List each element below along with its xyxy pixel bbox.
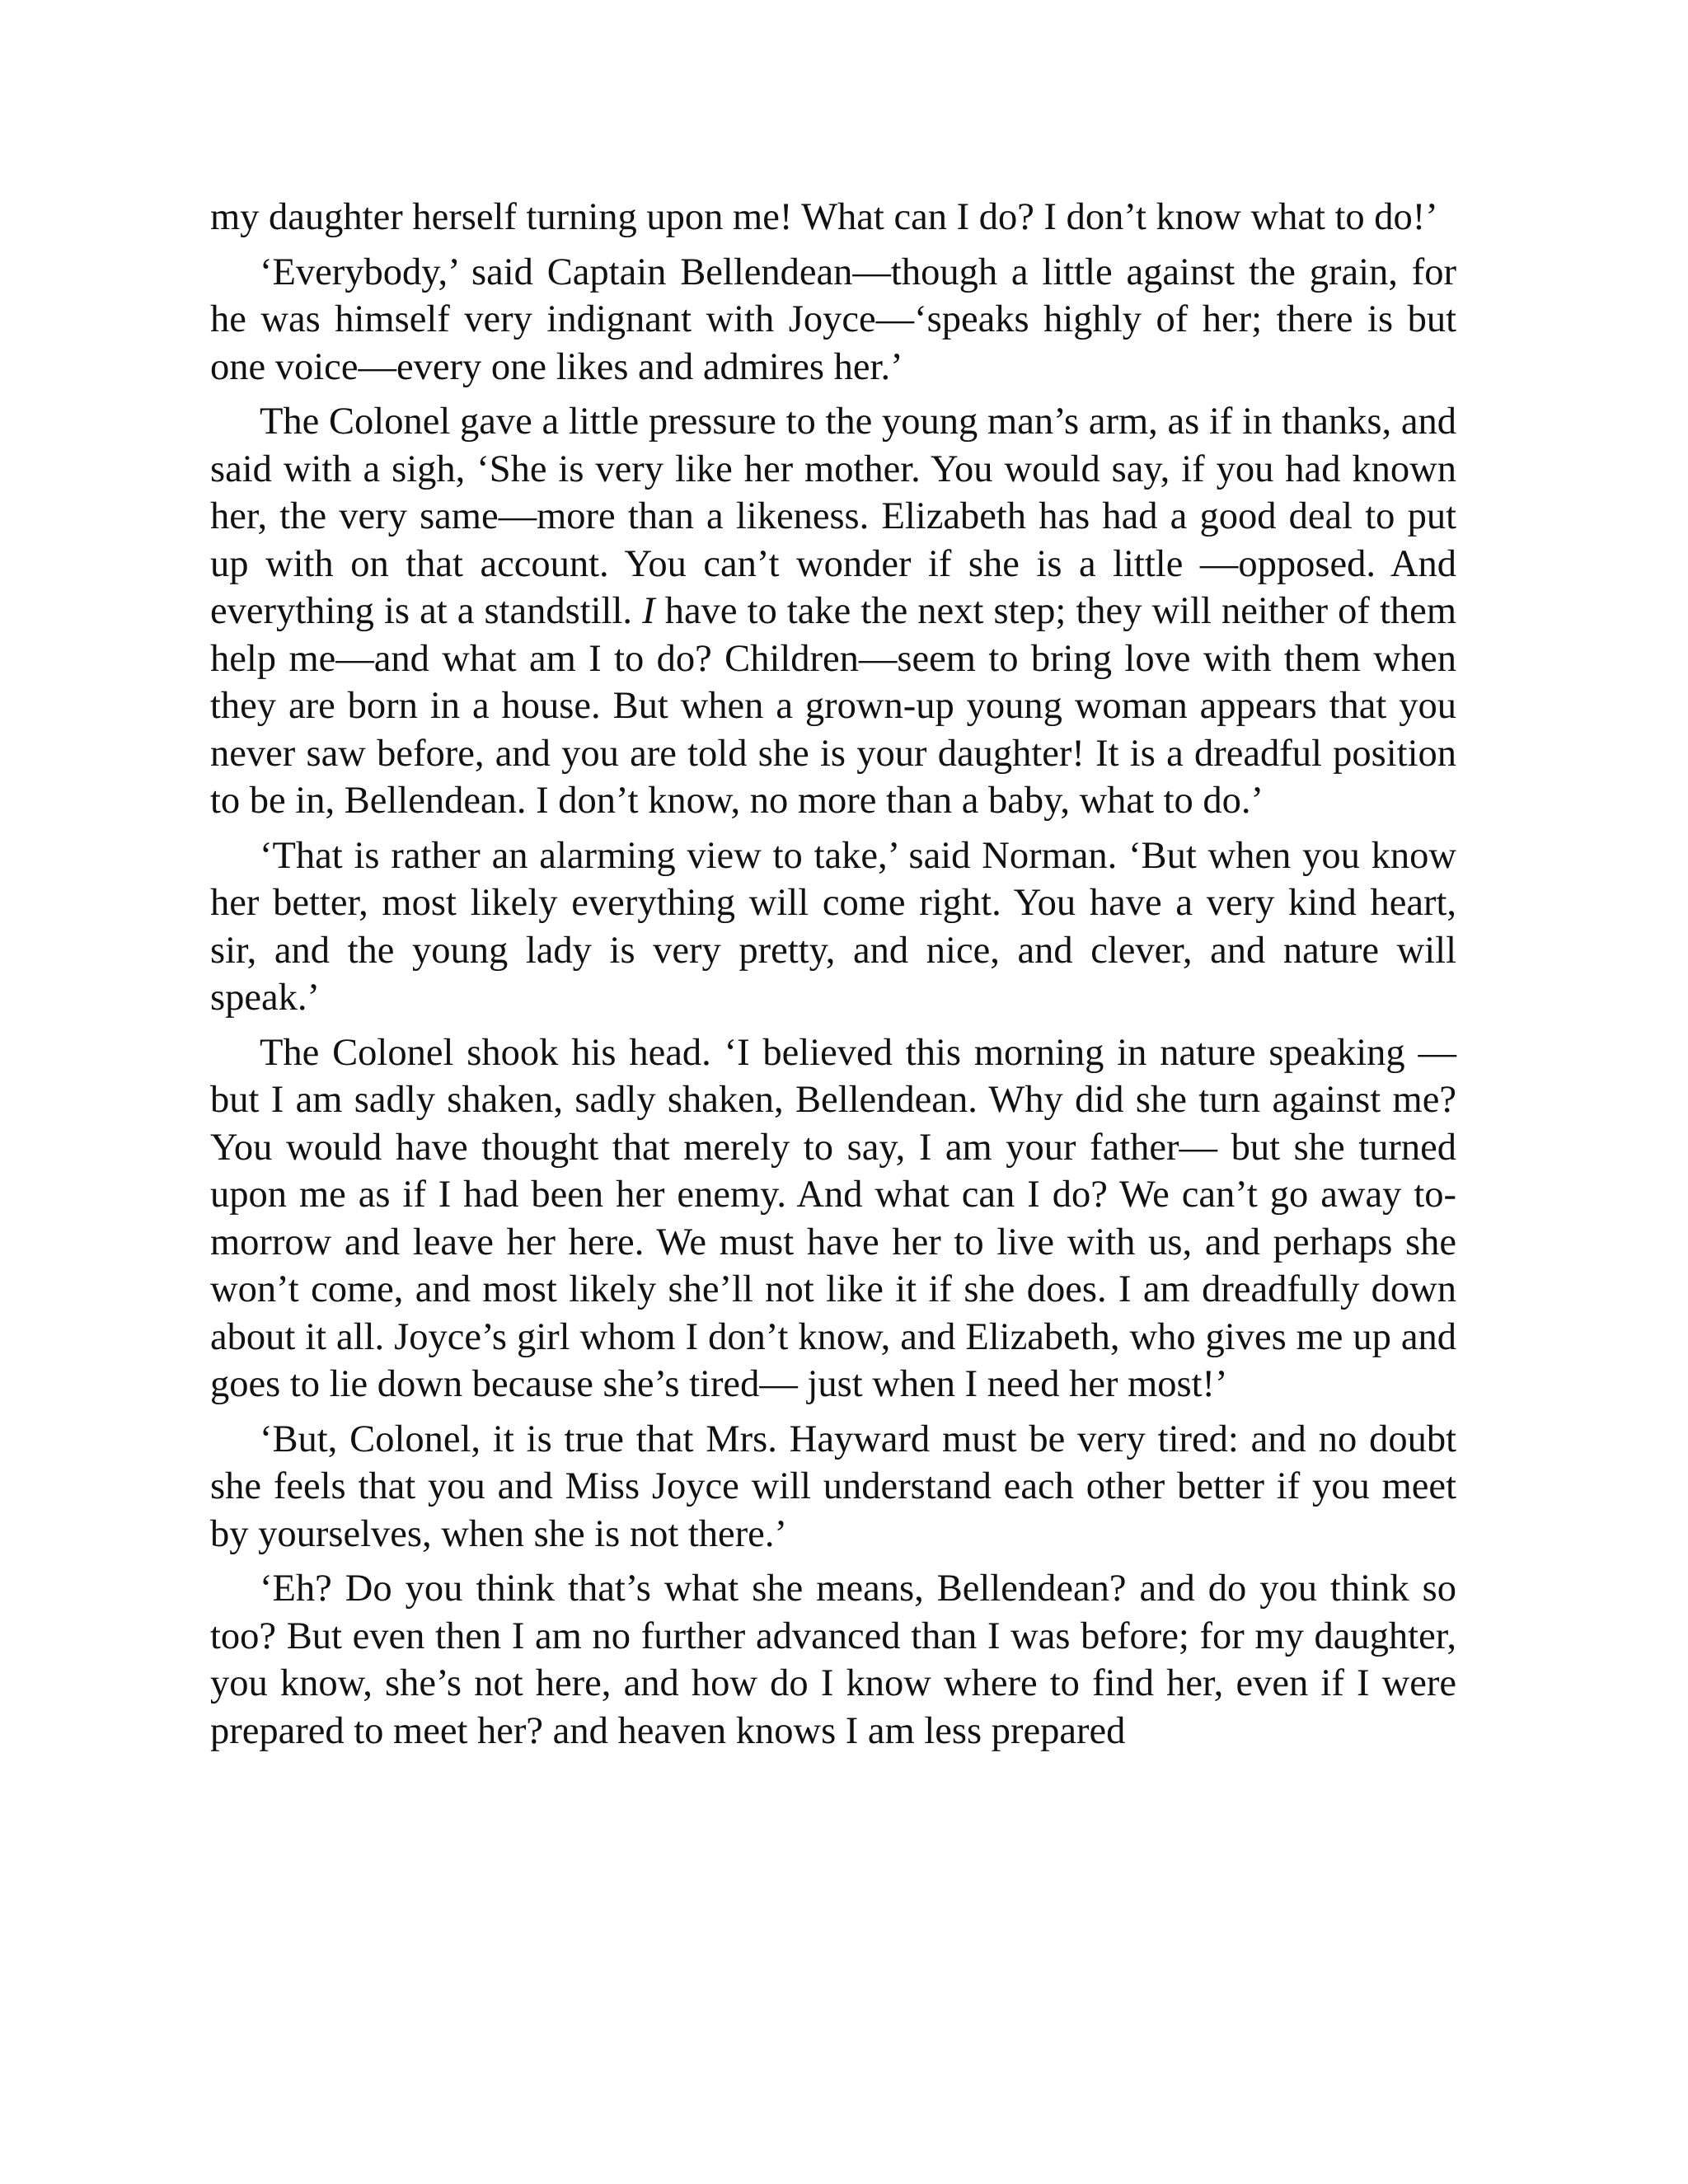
paragraph-text: have to take the next step; they will neither of them help me—and what am I to do? Children—seem to bring love with them when they are born in a house. But when a grown-up young woman appears that you never saw before, and you are told she is your daughter! It is a dreadful position to be in, Bellendean. I don’t know, no more than a baby, what to do.’ <box>210 590 1456 822</box>
paragraph-text: The Colonel gave a little pressure to the young man’s arm, as if in thanks, and said with a sigh, ‘She is very like her mother. You would say, if you had known her, the very same—more than a likeness. Elizabeth has had a good deal to put up with on that account. You can’t wonder if she is a little —opposed. And everything is at a standstill. <box>210 401 1456 632</box>
paragraph-4 <box>210 832 1456 1022</box>
paragraph-text: ‘That is rather an alarming view to take,’ said Norman. ‘But when you know her better, most likely everything will come right. You have a very kind heart, sir, and the young lady is very pretty, and nice, and clever, and nature will speak.’ <box>210 834 1456 1019</box>
paragraph-text: ‘Eh? Do you think that’s what she means, Bellendean? and do you think so too? But even then I am no further advanced than I was before; for my daughter, you know, she’s not here, and how do I know where to find her, even if I were prepared to meet her? and heaven knows I am less prepared <box>210 1568 1456 1752</box>
paragraph-text: my daughter herself turning upon me! What can I do? I don’t know what to do!’ <box>210 196 1438 238</box>
paragraph-text: The Colonel shook his head. ‘I believed this morning in nature speaking —but I am sadly shaken, sadly shaken, Bellendean. Why did she turn against me? You would have thought that merely to say, I am your father— but she turned upon me as if I had been her enemy. And what can I do? We can’t go away to-morrow and leave her here. We must have her to live with us, and perhaps she won’t come, and most likely she’ll not like it if she does. I am dreadfully down about it all. Joyce’s girl whom I don’t know, and Elizabeth, who gives me up and goes to lie down because she’s tired— just when I need her most!’ <box>210 1031 1456 1405</box>
italic-emphasis: I <box>642 590 655 632</box>
paragraph-text: ‘Everybody,’ said Captain Bellendean—though a little against the grain, for he was himself very indignant with Joyce—‘speaks highly of her; there is but one voice—every one likes and admires her.’ <box>210 251 1456 388</box>
paragraph-3 <box>210 398 1456 825</box>
paragraph-1 <box>210 194 1456 241</box>
book-page-text <box>210 194 1456 1762</box>
paragraph-text: ‘But, Colonel, it is true that Mrs. Hayward must be very tired: and no doubt she feels that you and Miss Joyce will understand each other better if you meet by yourselves, when she is not there.’ <box>210 1418 1456 1555</box>
paragraph-2 <box>210 249 1456 391</box>
paragraph-7 <box>210 1565 1456 1755</box>
paragraph-5 <box>210 1029 1456 1408</box>
paragraph-6 <box>210 1416 1456 1558</box>
